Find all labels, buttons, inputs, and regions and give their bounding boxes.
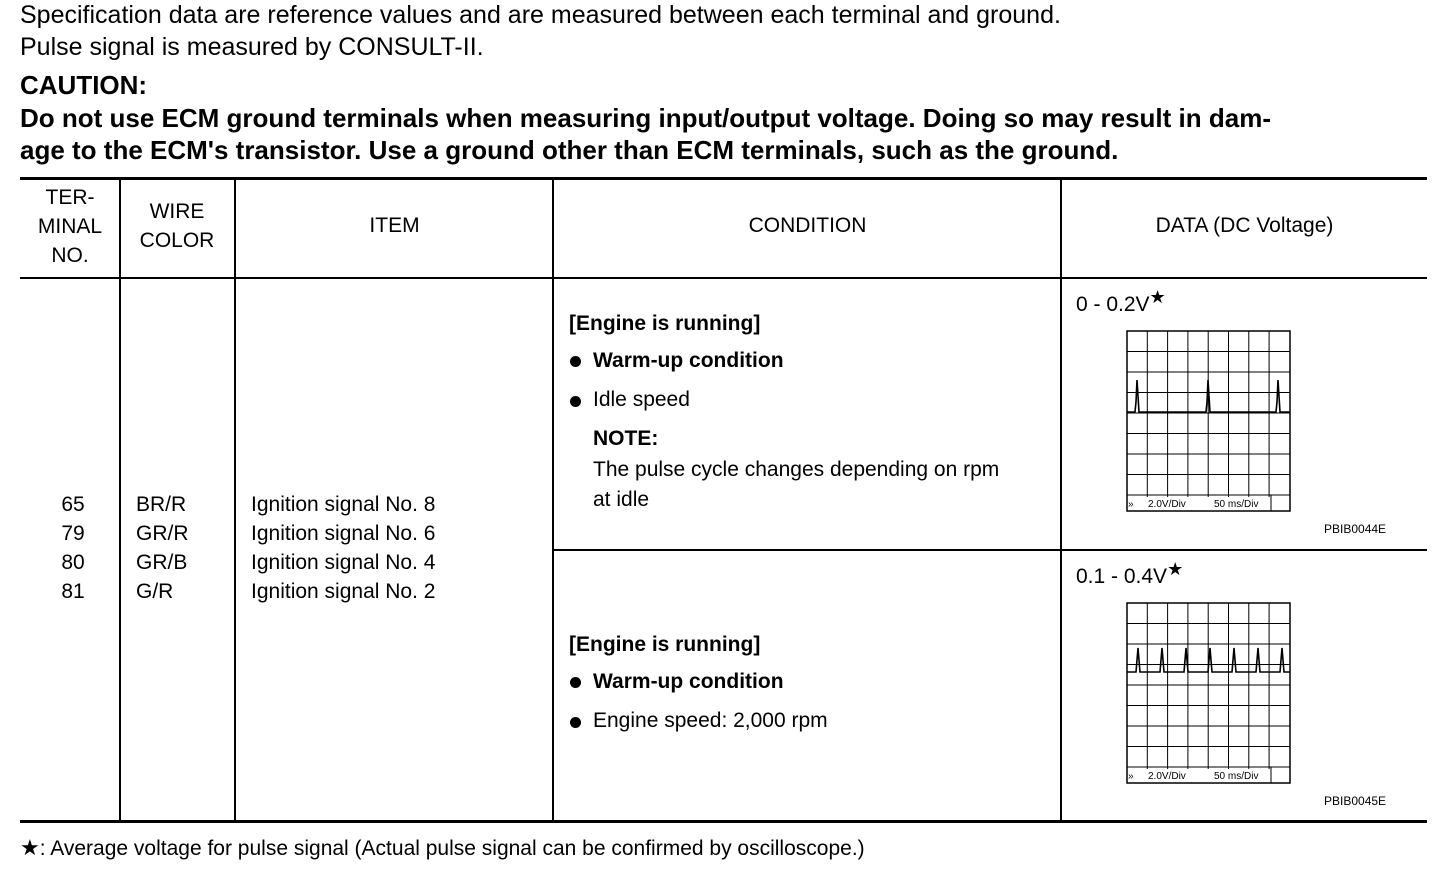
wire-color: GR/R — [136, 522, 189, 545]
bullet-icon — [570, 356, 581, 367]
star-icon: ★ — [20, 835, 40, 860]
header-wire-color — [120, 197, 234, 255]
item-name: Ignition signal No. 4 — [251, 551, 436, 574]
scope-arrow: » — [1128, 499, 1134, 510]
star-icon: ★ — [1149, 287, 1166, 307]
figure-id: PBIB0045E — [1324, 794, 1387, 808]
bullet-icon — [570, 717, 581, 728]
wire-color: G/R — [136, 580, 174, 603]
item-name: Ignition signal No. 2 — [251, 580, 436, 603]
wire-color: GR/B — [136, 551, 188, 574]
col-divider-3 — [552, 179, 554, 821]
table-bottom-rule — [20, 820, 1427, 823]
intro-line-2: Pulse signal is measured by CONSULT-II. — [20, 33, 484, 61]
header-item: ITEM — [369, 214, 420, 237]
scope-time-div: 50 ms/Div — [1214, 771, 1259, 782]
voltage-value — [1076, 287, 1166, 317]
caution-line-2: age to the ECM's transistor. Use a ground other than ECM terminals, such as the ground. — [20, 135, 1119, 165]
header-terminal-line: MINAL — [37, 215, 103, 238]
voltage-text: 0 - 0.2V — [1076, 293, 1150, 316]
header-wire-line: WIRE — [149, 200, 205, 223]
oscilloscope-waveform-2000rpm — [1126, 602, 1292, 784]
table-top-rule — [20, 177, 1427, 180]
terminal-no: 79 — [61, 522, 85, 545]
note-text: The pulse cycle changes depending on rpm — [593, 458, 1000, 481]
wire-color: BR/R — [136, 493, 187, 516]
col-divider-2 — [234, 179, 236, 821]
terminal-list — [20, 490, 126, 606]
footnote-text: : Average voltage for pulse signal (Actual pulse signal can be confirmed by oscilloscope.) — [39, 837, 865, 860]
condition-bullet: Warm-up condition — [593, 670, 784, 693]
item-name: Ignition signal No. 6 — [251, 522, 436, 545]
scope-volt-div: 2.0V/Div — [1148, 499, 1186, 510]
scope-arrow: » — [1128, 771, 1134, 782]
item-name: Ignition signal No. 8 — [251, 493, 436, 516]
oscilloscope-waveform-idle — [1126, 330, 1292, 512]
condition-bullet: Warm-up condition — [593, 349, 784, 372]
figure-id: PBIB0044E — [1324, 522, 1387, 536]
star-icon: ★ — [1167, 559, 1184, 579]
header-terminal-line: TER- — [45, 186, 95, 209]
scope-volt-div: 2.0V/Div — [1148, 771, 1186, 782]
bullet-icon — [570, 677, 581, 688]
header-terminal — [20, 183, 120, 270]
header-terminal-line: NO. — [51, 244, 89, 267]
condition-header: [Engine is running] — [569, 633, 761, 656]
scope-time-div: 50 ms/Div — [1214, 499, 1259, 510]
bullet-icon — [570, 396, 581, 407]
condition-bullet: Engine speed: 2,000 rpm — [593, 709, 828, 732]
terminal-no: 81 — [61, 580, 85, 603]
condition-bullet: Idle speed — [593, 388, 690, 411]
voltage-value — [1076, 559, 1184, 589]
footnote — [20, 835, 865, 861]
terminal-no: 80 — [61, 551, 85, 574]
header-wire-line: COLOR — [139, 229, 215, 252]
item-list — [251, 490, 435, 606]
header-condition: CONDITION — [748, 214, 867, 237]
note-text: at idle — [593, 488, 650, 511]
wire-color-list — [136, 490, 189, 606]
table-row-divider — [554, 549, 1427, 551]
header-data: DATA (DC Voltage) — [1155, 214, 1334, 237]
col-divider-4 — [1060, 179, 1062, 821]
intro-line-1: Specification data are reference values and are measured between each terminal and ground. — [20, 1, 1061, 29]
terminal-no: 65 — [61, 493, 85, 516]
condition-header: [Engine is running] — [569, 312, 761, 335]
note-title: NOTE: — [593, 427, 659, 450]
voltage-text: 0.1 - 0.4V — [1076, 565, 1168, 588]
caution-line-1: Do not use ECM ground terminals when measuring input/output voltage. Doing so may result in dam- — [20, 103, 1271, 133]
table-header-rule — [20, 277, 1427, 279]
caution-title: CAUTION: — [20, 70, 148, 100]
